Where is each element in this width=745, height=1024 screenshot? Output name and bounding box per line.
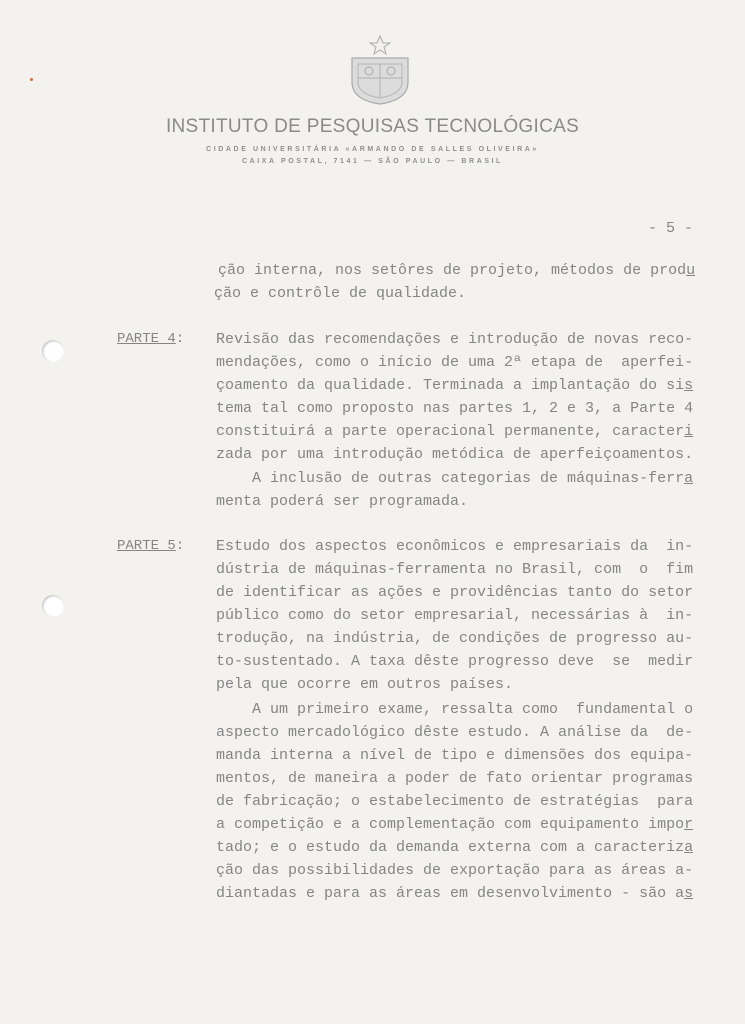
line-text: tema tal como proposto nas partes 1, 2 e 3, a Parte 4 xyxy=(216,400,694,417)
text-line xyxy=(216,377,693,395)
line-text: manda interna a nível de tipo e dimensões dos equipa- xyxy=(216,747,694,764)
text-line xyxy=(216,446,693,464)
text-line xyxy=(216,423,693,441)
text-line xyxy=(216,538,693,556)
text-line xyxy=(216,607,693,625)
text-line xyxy=(216,793,693,811)
text-line xyxy=(214,285,466,303)
text-line xyxy=(216,701,693,719)
line-text: tado; e o estudo da demanda externa com a caracteriz xyxy=(216,839,685,856)
line-text: ção e contrôle de qualidade. xyxy=(214,285,467,302)
line-hyphen-underlined: s xyxy=(684,377,694,394)
text-line xyxy=(216,839,693,857)
line-text: diantadas e para as áreas em desenvolvimento - são a xyxy=(216,885,685,902)
line-text: ção interna, nos setôres de projeto, métodos de prod xyxy=(218,262,687,279)
line-hyphen-underlined: u xyxy=(686,262,696,279)
text-line xyxy=(216,584,693,602)
line-text: ção das possibilidades de exportação para as áreas a- xyxy=(216,862,694,879)
text-line xyxy=(218,262,695,280)
page-number: - 5 - xyxy=(648,220,694,237)
punch-hole xyxy=(42,340,64,362)
line-text: público como do setor empresarial, necessárias à in- xyxy=(216,607,694,624)
ink-speck xyxy=(30,78,33,81)
line-text: menta poderá ser programada. xyxy=(216,493,469,510)
line-text: mendações, como o início de uma 2ª etapa de aperfei- xyxy=(216,354,694,371)
line-hyphen-underlined: a xyxy=(684,839,694,856)
part-5-label xyxy=(117,538,184,554)
text-line xyxy=(216,862,693,880)
text-line xyxy=(216,561,693,579)
line-text: çoamento da qualidade. Terminada a implantação do si xyxy=(216,377,685,394)
institute-crest-logo xyxy=(348,34,412,106)
text-line xyxy=(216,676,513,694)
text-line xyxy=(216,493,468,511)
text-line xyxy=(216,400,693,418)
text-line xyxy=(216,653,693,671)
line-text: A inclusão de outras categorias de máquinas-ferr xyxy=(216,470,685,487)
part-label-colon: : xyxy=(175,538,185,554)
line-text: trodução, na indústria, de condições de progresso au- xyxy=(216,630,694,647)
text-line xyxy=(216,770,693,788)
line-hyphen-underlined: r xyxy=(684,816,694,833)
text-line xyxy=(216,885,693,903)
address-line-1: CIDADE UNIVERSITÁRIA «ARMANDO DE SALLES OLIVEIRA» xyxy=(206,146,539,153)
line-text: mentos, de maneira a poder de fato orientar programas xyxy=(216,770,694,787)
text-line xyxy=(216,724,693,742)
text-line xyxy=(216,470,693,488)
line-text: zada por uma introdução metódica de aperfeiçoamentos. xyxy=(216,446,694,463)
text-line xyxy=(216,747,693,765)
line-text: dústria de máquinas-ferramenta no Brasil, com o fim xyxy=(216,561,694,578)
line-text: aspecto mercadológico dêste estudo. A análise da de- xyxy=(216,724,694,741)
text-line xyxy=(216,630,693,648)
text-line xyxy=(216,331,693,349)
line-text: de fabricação; o estabelecimento de estratégias para xyxy=(216,793,694,810)
part-label-colon: : xyxy=(175,331,185,347)
line-text: to-sustentado. A taxa dêste progresso deve se medir xyxy=(216,653,694,670)
line-text: pela que ocorre em outros países. xyxy=(216,676,514,693)
line-hyphen-underlined: i xyxy=(684,423,694,440)
punch-hole xyxy=(42,595,64,617)
line-text: Revisão das recomendações e introdução de novas reco- xyxy=(216,331,694,348)
line-text: Estudo dos aspectos econômicos e empresariais da in- xyxy=(216,538,694,555)
institute-title: INSTITUTO DE PESQUISAS TECNOLÓGICAS xyxy=(165,116,580,137)
line-text: de identificar as ações e providências tanto do setor xyxy=(216,584,694,601)
line-text: A um primeiro exame, ressalta como fundamental o xyxy=(216,701,694,718)
part-label-text: PARTE 4 xyxy=(117,331,176,347)
part-label-text: PARTE 5 xyxy=(117,538,176,554)
text-line xyxy=(216,816,693,834)
part-4-label xyxy=(117,331,184,347)
text-line xyxy=(216,354,693,372)
line-hyphen-underlined: a xyxy=(684,470,694,487)
line-text: constituirá a parte operacional permanente, caracter xyxy=(216,423,685,440)
address-line-2: CAIXA POSTAL, 7141 — SÃO PAULO — BRASIL xyxy=(241,158,504,165)
line-hyphen-underlined: s xyxy=(684,885,694,902)
line-text: a competição e a complementação com equipamento impo xyxy=(216,816,685,833)
